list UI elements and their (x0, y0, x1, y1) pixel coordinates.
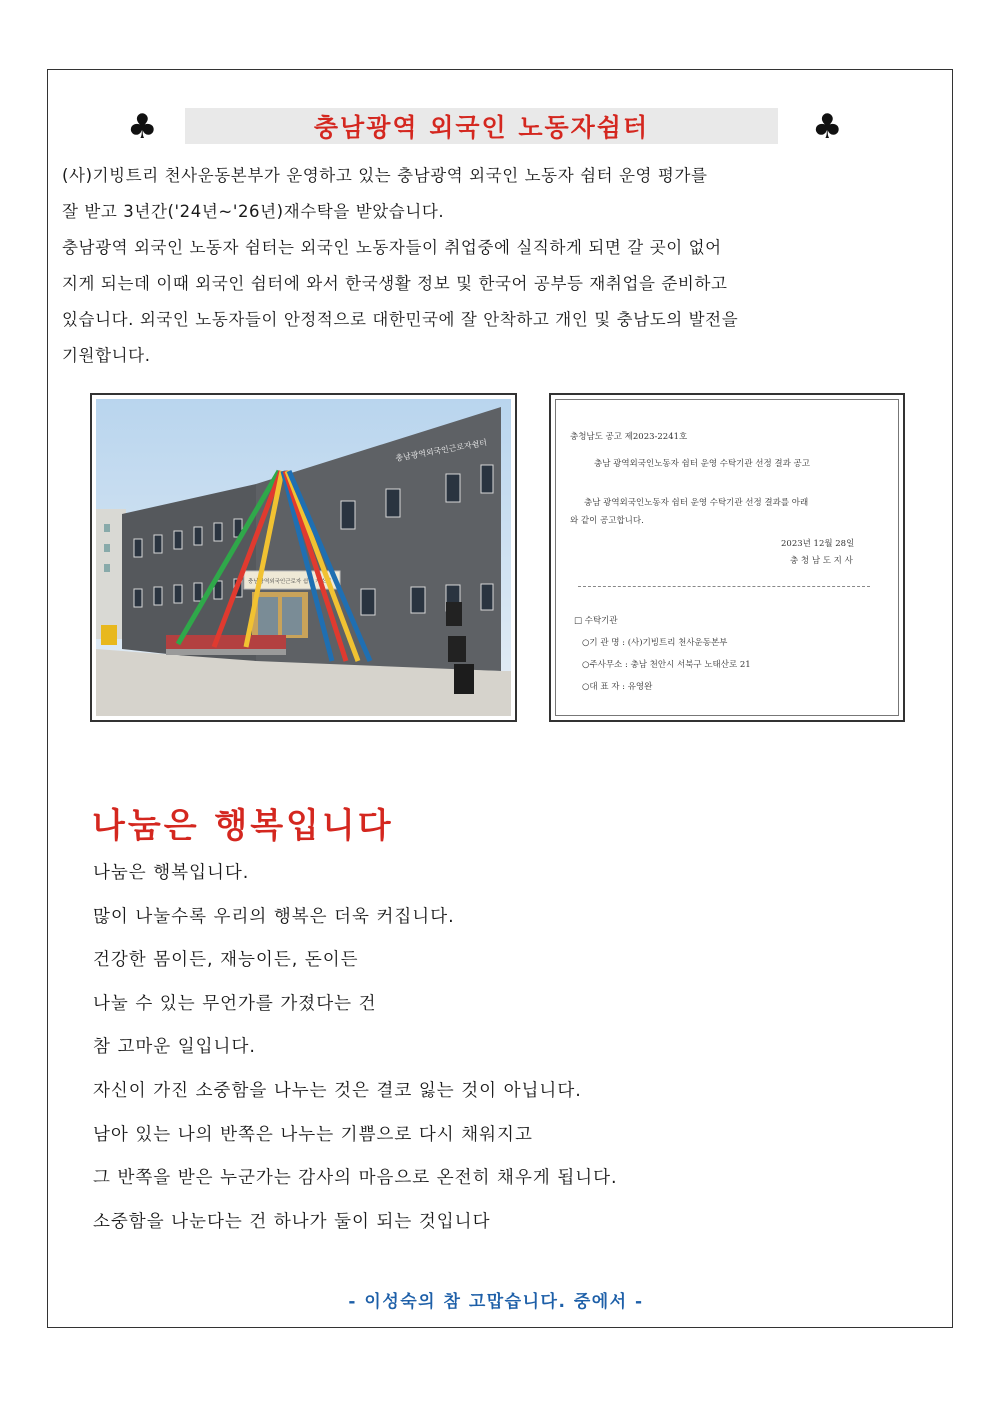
page-title: 충남광역 외국인 노동자쉼터 (313, 113, 650, 142)
notice-section: □ 수탁기관 (574, 616, 618, 626)
intro-line: 충남광역 외국인 노동자 쉼터는 외국인 노동자들이 취업중에 실직하게 되면 갈 곳이 없어 (62, 238, 722, 257)
notice-item: ○기 관 명 : (사)기빙트리 천사운동본부 (582, 638, 728, 648)
poem-line: 소중함을 나눈다는 건 하나가 둘이 되는 것입니다 (93, 1211, 491, 1232)
poem-line: 많이 나눌수록 우리의 행복은 더욱 커집니다. (93, 906, 455, 927)
poem-text (93, 855, 618, 1247)
title-bar (185, 108, 778, 144)
poem-line: 자신이 가진 소중함을 나누는 것은 결코 잃는 것이 아닙니다. (93, 1080, 582, 1101)
poem-line: 건강한 몸이든, 재능이든, 돈이든 (93, 950, 359, 971)
club-left-icon: ♣ (127, 107, 158, 147)
public-notice-image (549, 393, 905, 722)
entrance-banner: 충남광역외국인근로자 쉼터 개소식 (248, 579, 332, 585)
notice-divider (578, 586, 870, 587)
poem-line: 그 반쪽을 받은 누군가는 감사의 마음으로 온전히 채우게 됩니다. (93, 1168, 618, 1189)
public-notice (555, 399, 899, 716)
notice-heading: 충남 광역외국인노동자 쉼터 운영 수탁기관 선정 결과 공고 (594, 459, 810, 469)
building-sign: 충남광역외국인근로자쉼터 (394, 438, 488, 463)
intro-line: 기원합니다. (62, 346, 151, 365)
intro-line: (사)기빙트리 천사운동본부가 운영하고 있는 충남광역 외국인 노동자 쉼터 운영 평가를 (62, 166, 708, 185)
section-title: 나눔은 행복입니다 (92, 806, 394, 846)
poem-line: 남아 있는 나의 반쪽은 나누는 기쁨으로 다시 채워지고 (93, 1124, 533, 1145)
notice-issuer: 충 청 남 도 지 사 (790, 556, 853, 566)
notice-ref: 충청남도 공고 제2023-2241호 (570, 432, 688, 442)
intro-line: 지게 되는데 이때 외국인 쉼터에 와서 한국생활 정보 및 한국어 공부등 재취업을 준비하고 (62, 274, 728, 293)
notice-date: 2023년 12월 28일 (781, 539, 855, 549)
poem-line: 참 고마운 일입니다. (93, 1037, 256, 1058)
notice-item: ○대 표 자 : 유영완 (582, 682, 653, 692)
intro-line: 잘 받고 3년간('24년~'26년)재수탁을 받았습니다. (62, 202, 445, 221)
poem-line: 나눔은 행복입니다. (93, 863, 250, 883)
shelter-building-image (96, 399, 511, 716)
poem-line: 나눌 수 있는 무언가를 가졌다는 건 (93, 993, 377, 1014)
notice-body-line: 와 같이 공고합니다. (570, 516, 644, 526)
intro-line: 있습니다. 외국인 노동자들이 안정적으로 대한민국에 잘 안착하고 개인 및 충남도의 발전을 (62, 310, 739, 329)
shelter-photo (90, 393, 517, 722)
notice-body-line: 충남 광역외국인노동자 쉼터 운영 수탁기관 선정 결과를 아래 (584, 498, 809, 508)
notice-item: ○주사무소 : 충남 천안시 서북구 노태산로 21 (582, 660, 751, 670)
intro-text (62, 158, 952, 374)
club-right-icon: ♣ (812, 107, 843, 147)
source-credit: - 이성숙의 참 고맙습니다. 중에서 - (348, 1292, 644, 1312)
